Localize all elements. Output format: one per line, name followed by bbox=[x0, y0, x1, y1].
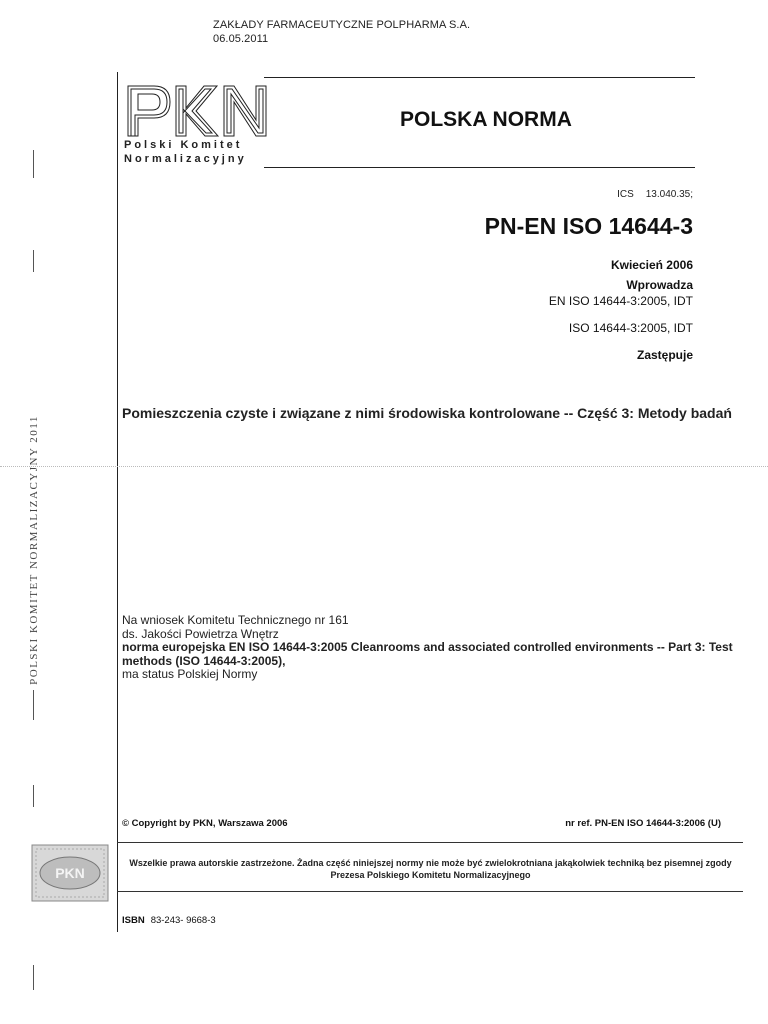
header-date: 06.05.2011 bbox=[213, 33, 269, 45]
pkn-logo-name bbox=[124, 138, 247, 166]
scan-mark bbox=[33, 250, 34, 272]
request-block bbox=[122, 614, 747, 682]
copyright: © Copyright by PKN, Warszawa 2006 bbox=[122, 818, 288, 829]
reference-number: nr ref. PN-EN ISO 14644-3:2006 (U) bbox=[565, 818, 721, 829]
side-stamp bbox=[22, 340, 46, 760]
scan-mark bbox=[33, 690, 34, 720]
ics-classification bbox=[617, 189, 693, 200]
document-type: POLSKA NORMA bbox=[400, 108, 572, 131]
copyright-divider bbox=[117, 842, 743, 843]
introduces-label: Wprowadza bbox=[626, 278, 693, 292]
frame-vertical-line bbox=[117, 72, 118, 932]
document-header bbox=[213, 18, 470, 46]
pkn-logo bbox=[124, 67, 270, 140]
scan-mark bbox=[33, 150, 34, 178]
isbn-label: ISBN bbox=[122, 915, 145, 926]
rights-divider bbox=[117, 891, 743, 892]
frame-top-line bbox=[264, 77, 695, 78]
scan-mark bbox=[33, 785, 34, 807]
request-line-4: ma status Polskiej Normy bbox=[122, 667, 258, 681]
request-line-2: ds. Jakości Powietrza Wnętrz bbox=[122, 626, 279, 641]
replaces-label: Zastępuje bbox=[636, 348, 693, 362]
rights-notice: Wszelkie prawa autorskie zastrzeżone. Żadna część niniejszej normy nie może być zwielokrotniana jakąkolwiek techniką bez pisemnej zgody Prezesa Polskiego Komitetu Normalizacyjnego bbox=[129, 858, 732, 880]
fold-line bbox=[0, 466, 768, 467]
logo-name-line1: Polski Komitet bbox=[124, 139, 243, 151]
isbn-value: 83-243- 9668-3 bbox=[150, 915, 216, 926]
pkn-stamp bbox=[30, 843, 110, 903]
request-line-3: norma europejska EN ISO 14644-3:2005 Cleanrooms and associated controlled environments -- Part 3: Test methods (ISO 14644-3:2005), bbox=[122, 640, 733, 668]
side-stamp-text: POLSKI KOMITET NORMALIZACYJNY 2011 bbox=[28, 415, 40, 685]
scan-mark bbox=[33, 965, 34, 990]
stamp-logo-text: PKN bbox=[55, 865, 85, 881]
introduces-en: EN ISO 14644-3:2005, IDT bbox=[548, 294, 693, 308]
ics-value: 13.040.35; bbox=[645, 189, 693, 200]
logo-letters: PKN bbox=[124, 67, 157, 84]
company-name: ZAKŁADY FARMACEUTYCZNE POLPHARMA S.A. bbox=[213, 19, 471, 31]
isbn bbox=[122, 915, 216, 926]
introduces-iso: ISO 14644-3:2005, IDT bbox=[568, 321, 693, 335]
frame-middle-line bbox=[264, 167, 695, 168]
standard-number: PN-EN ISO 14644-3 bbox=[484, 213, 693, 239]
document-title: Pomieszczenia czyste i związane z nimi środowiska kontrolowane -- Część 3: Metody badań bbox=[122, 405, 732, 421]
ics-label: ICS bbox=[617, 189, 634, 200]
request-line-1: Na wniosek Komitetu Technicznego nr 161 bbox=[122, 613, 349, 627]
logo-name-line2: Normalizacyjny bbox=[124, 153, 247, 165]
issue-date: Kwiecień 2006 bbox=[610, 258, 693, 272]
